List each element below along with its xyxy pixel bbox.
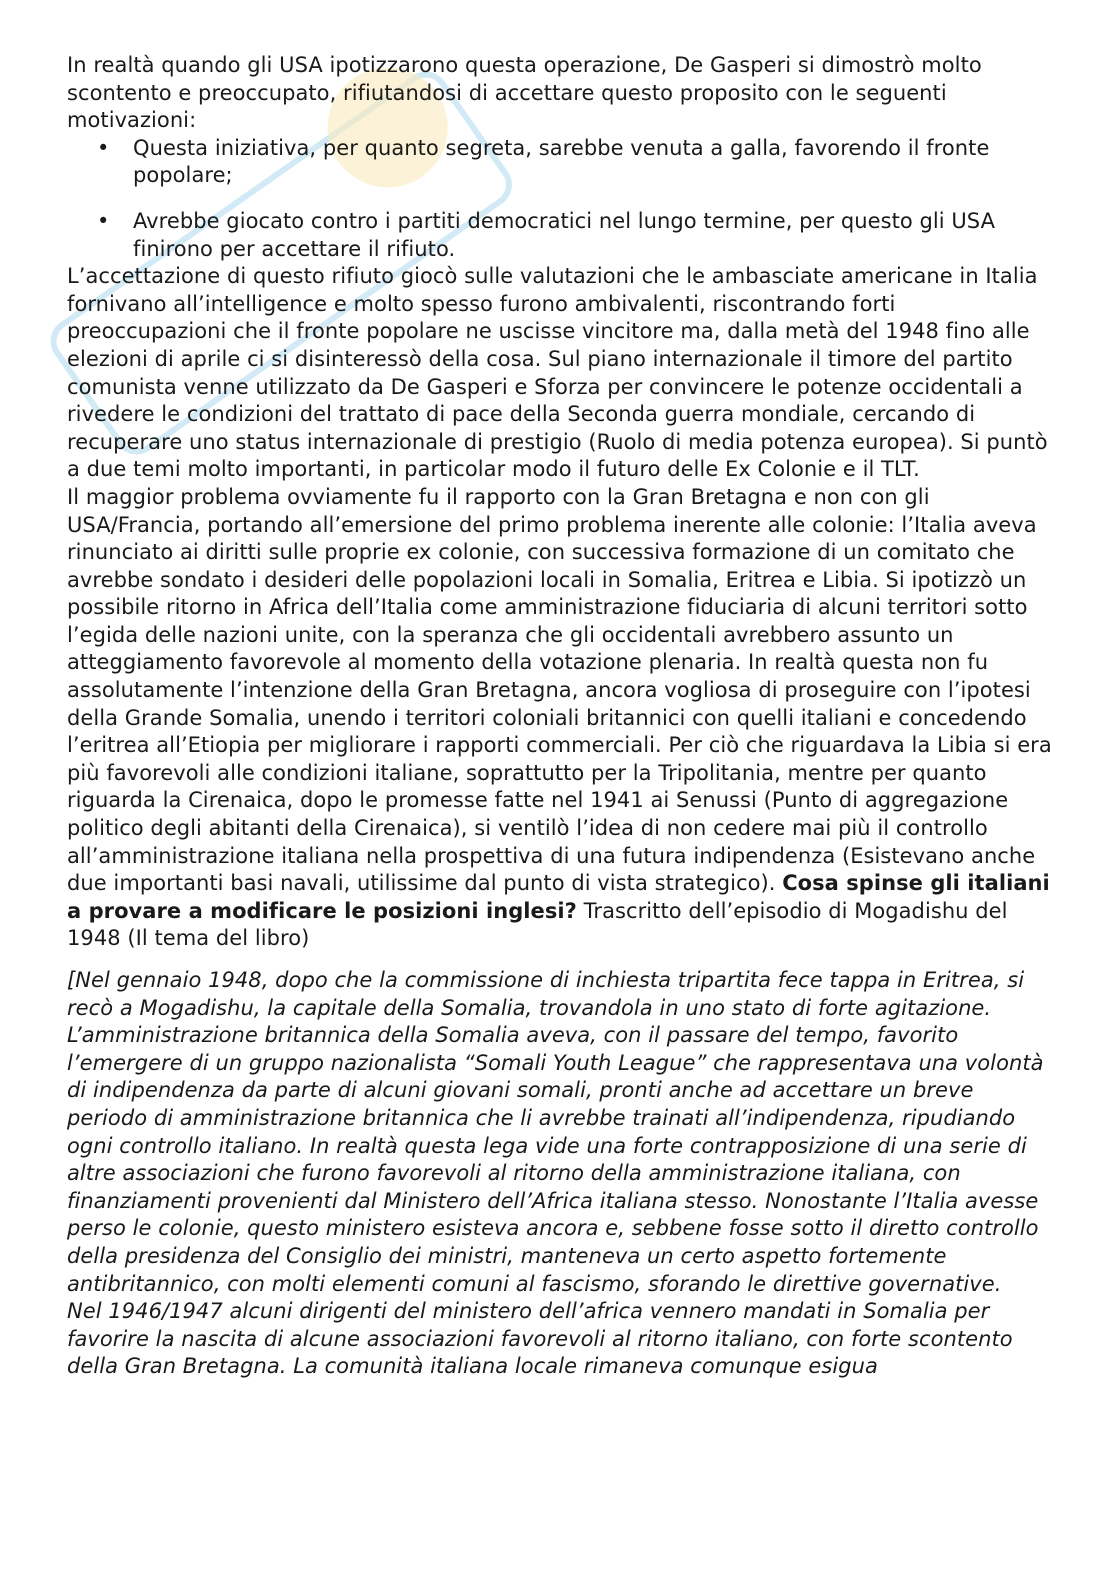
italic-excerpt: [Nel gennaio 1948, dopo che la commissione di inchiesta tripartita fece tappa in Eritrea, si recò a Mogadishu, la capitale della Somalia, trovandola in uno stato di forte agitazione. L’amministrazione britannica della Somalia aveva, con il passare del tempo, favorito l’emergere di un gruppo nazionalista “Somali Youth League” che rappresentava una volontà di indipendenza da parte di alcuni giovani somali, pronti anche ad accettare un breve periodo di amministrazione britannica che li avrebbe trainati all’indipendenza, ripudiando ogni controllo italiano. In realtà questa lega vide una forte contrapposizione di una serie di altre associazioni che furono favorevoli al ritorno della amministrazione italiana, con finanziamenti provenienti dal Ministero dell’Africa italiana stesso. Nonostante l’Italia avesse perso le colonie, questo ministero esisteva ancora e, sebbene fosse sotto il diretto controllo della presidenza del Consiglio dei ministri, manteneva un certo aspetto fortemente antibritannico, con molti elementi comuni al fascismo, sforando le direttive governative.	[67, 968, 1044, 1296]
motivations-list	[67, 135, 1057, 263]
document-page	[67, 52, 1057, 1381]
bold-question: Cosa spinse gli italiani a provare a modificare le posizioni inglesi?	[67, 871, 1050, 923]
italic-excerpt-continued: Nel 1946/1947 alcuni dirigenti del ministero dell’africa vennero mandati in Somalia per favorire la nascita di alcune associazioni favorevoli al ritorno italiano, con forte scontento della Gran Bretagna. La comunità italiana locale rimaneva comunque esigua	[67, 1299, 1013, 1379]
intro-paragraph: In realtà quando gli USA ipotizzarono questa operazione, De Gasperi si dimostrò molto scontento e preoccupato, rifiutandosi di accettare questo proposito con le seguenti motivazioni:	[67, 53, 982, 133]
paragraph-acceptance: L’accettazione di questo rifiuto giocò sulle valutazioni che le ambasciate americane in Italia fornivano all’intelligence e molto spesso furono ambivalenti, riscontrando forti preoccupazioni che il fronte popolare ne uscisse vincitore ma, dalla metà del 1948 fino alle elezioni di aprile ci si disinteressò della cosa. Sul piano internazionale il timore del partito comunista venne utilizzato da De Gasperi e Sforza per convincere le potenze occidentali a rivedere le condizioni del trattato di pace della Seconda guerra mondiale, cercando di recuperare uno status internazionale di prestigio (Ruolo di media potenza europea). Si puntò a due temi molto importanti, in particolar modo il futuro delle Ex Colonie e il TLT.	[67, 264, 1048, 482]
question-tail: Trascritto dell’episodio di Mogadishu del 1948 (Il tema del libro)	[67, 898, 1008, 951]
paragraph-colonies	[67, 484, 1057, 953]
list-item: • Avrebbe giocato contro i partiti democratici nel lungo termine, per questo gli USA finirono per accettare il rifiuto.	[67, 208, 1057, 263]
list-item: • Questa iniziativa, per quanto segreta, sarebbe venuta a galla, favorendo il fronte popolare;	[67, 135, 1057, 190]
paragraph-colonies-text: Il maggior problema ovviamente fu il rapporto con la Gran Bretagna e non con gli USA/Francia, portando all’emersione del primo problema inerente alle colonie: l’Italia aveva rinunciato ai diritti sulle proprie ex colonie, con successiva formazione di un comitato che avrebbe sondato i desideri delle popolazioni locali in Somalia, Eritrea e Libia. Si ipotizzò un possibile ritorno in Africa dell’Italia come amministrazione fiduciaria di alcuni territori sotto l’egida delle nazioni unite, con la speranza che gli occidentali avrebbero assunto un atteggiamento favorevole al momento della votazione plenaria. In realtà questa non fu assolutamente l’intenzione della Gran Bretagna, ancora vogliosa di proseguire con l’ipotesi della Grande Somalia, unendo i territori coloniali britannici con quelli italiani e concedendo l’eritrea all’Etiopia per migliorare i rapporti commerciali. Per ciò che riguardava la Libia si era più favorevoli alle condizioni italiane, soprattutto per la Tripolitania, mentre per quanto riguarda la Cirenaica, dopo le promesse fatte nel 1941 ai Senussi (Punto di aggregazione politico degli abitanti della Cirenaica), si ventilò l’idea di non cedere mai più il controllo all’amministrazione italiana nella prospettiva di una futura indipendenza (Esistevano anche due importanti basi navali, utilissime dal punto di vista strategico).	[67, 484, 1052, 896]
